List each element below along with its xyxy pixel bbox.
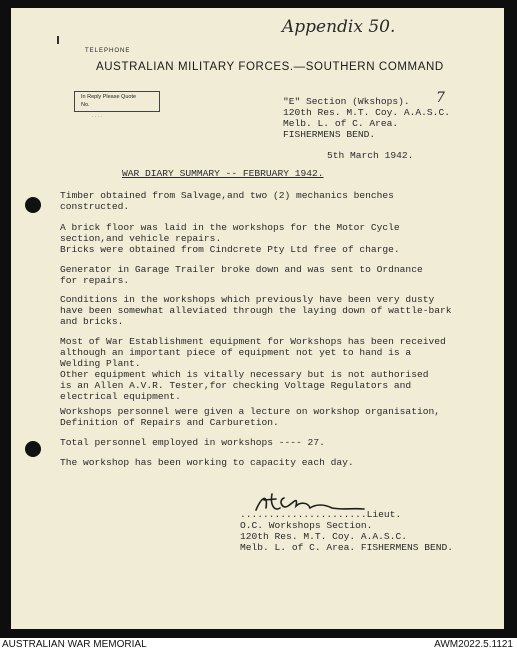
paragraph-capacity: The workshop has been working to capacity each day. (60, 457, 354, 468)
punch-hole-bottom (25, 441, 41, 457)
paragraph-brick-floor: A brick floor was laid in the workshops for the Motor Cycle section,and vehicle repairs. Bricks were obtained from Cindcrete Pty Ltd free of charge. (60, 222, 400, 255)
paragraph-equipment: Most of War Establishment equipment for Workshops has been received although an important piece of equipment not yet to hand is a Welding Plant. Other equipment which is vitally necessary but is not authorised is an Allen A.V.R. Tester,for checking Voltage Regulators and electrical equipment. (60, 336, 446, 402)
punch-hole-top (25, 197, 41, 213)
paragraph-timber: Timber obtained from Salvage,and two (2) mechanics benches constructed. (60, 190, 394, 212)
sender-line-1: "E" Section (Wkshops). (283, 96, 410, 107)
paragraph-generator: Generator in Garage Trailer broke down and was sent to Ordnance for repairs. (60, 264, 423, 286)
signatory-location: Melb. L. of C. Area. FISHERMENS BEND. (240, 542, 454, 553)
reply-quote-dots: . . . . (92, 113, 102, 119)
sender-line-2: 120th Res. M.T. Coy. A.A.S.C. (283, 107, 450, 118)
diary-title: WAR DIARY SUMMARY -- FEBRUARY 1942. (122, 168, 324, 179)
footer-reference: AWM2022.5.1121 (434, 639, 513, 650)
reply-quote-label: In Reply Please Quote (81, 94, 137, 100)
appendix-annotation: Appendix 50. (282, 17, 396, 37)
footer-institution: AUSTRALIAN WAR MEMORIAL (2, 639, 147, 650)
sender-line-3: Melb. L. of C. Area. (283, 118, 399, 129)
signature-line: ......................Lieut. (240, 509, 402, 520)
archive-footer (0, 638, 517, 653)
paragraph-personnel: Total personnel employed in workshops ---- 27. (60, 437, 325, 448)
reply-quote-number: No. (81, 102, 90, 108)
handwritten-seven: 7 (436, 90, 445, 106)
paragraph-conditions: Conditions in the workshops which previously have been very dusty have been somewhat alleviated through the laying down of wattle-bark and bricks. (60, 294, 452, 327)
reply-quote-box (74, 91, 160, 112)
paragraph-lecture: Workshops personnel were given a lecture on workshop organisation, Definition of Repairs and Carburetion. (60, 406, 440, 428)
letter-date: 5th March 1942. (327, 150, 414, 161)
signatory-role: O.C. Workshops Section. (240, 520, 373, 531)
margin-mark (57, 36, 59, 44)
signatory-unit: 120th Res. M.T. Coy. A.A.S.C. (240, 531, 407, 542)
sender-line-4: FISHERMENS BEND. (283, 129, 376, 140)
telephone-label: TELEPHONE (85, 48, 131, 54)
letterhead-title: AUSTRALIAN MILITARY FORCES.—SOUTHERN COMMAND (96, 61, 444, 73)
